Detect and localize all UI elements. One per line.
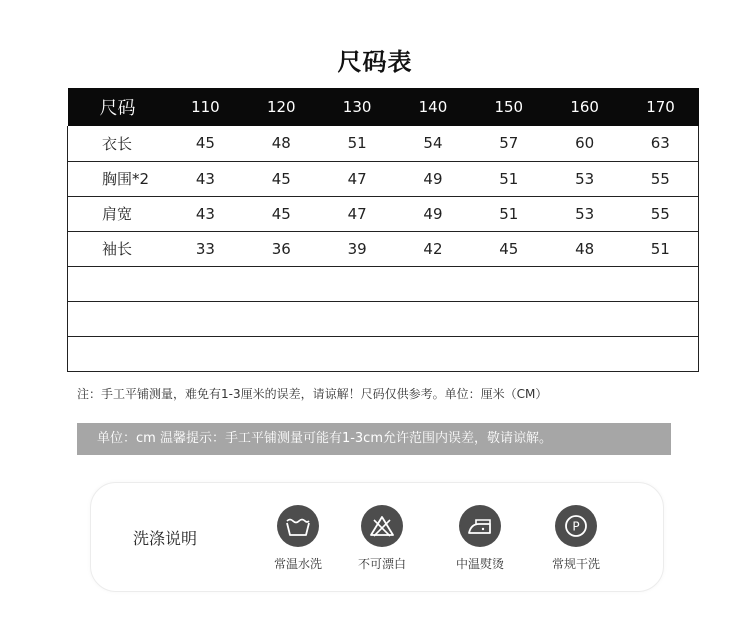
table-cell: 48 [575,239,595,258]
table-row [68,196,699,231]
dry-clean-icon [555,505,597,547]
row-label: 肩宽 [102,205,133,223]
care-title: 洗涤说明 [133,529,198,548]
table-cell: 45 [271,169,291,188]
table-cell: 49 [423,204,443,223]
table-row [68,231,699,266]
table-row [68,161,699,196]
header-cell: 170 [646,98,675,116]
table-cell: 60 [575,134,595,153]
page-title: 尺码表 [337,48,413,76]
empty-table-row [68,336,699,371]
header-cell-size: 尺码 [99,98,136,119]
care-label: 常温水洗 [273,557,322,571]
empty-table-row [68,301,699,336]
table-cell: 54 [423,134,443,153]
table-cell: 63 [650,134,670,153]
header-cell: 130 [342,98,372,116]
care-item-bleach [347,505,417,572]
table-cell: 51 [499,169,519,188]
table-cell: 42 [423,239,443,258]
table-cell: 43 [195,204,215,223]
table-cell: 43 [195,169,215,188]
empty-table-row [68,266,699,301]
tip-bar: 单位：cm 温馨提示：手工平铺测量可能有1-3cm允许范围内误差，敬请谅解。 [77,423,671,455]
table-cell: 45 [195,134,215,153]
table-cell: 51 [650,239,670,258]
table-cell: 39 [347,239,367,258]
header-cell: 120 [266,98,296,116]
wash-tub-icon [277,505,319,547]
table-cell: 45 [499,239,519,258]
table-cell: 47 [347,169,367,188]
iron-icon [459,505,501,547]
table-cell: 53 [575,204,595,223]
table-cell: 47 [347,204,367,223]
care-label: 常规干洗 [551,557,600,571]
table-cell: 51 [499,204,519,223]
row-label: 胸围*2 [102,170,150,188]
table-row [68,126,699,161]
table-cell: 55 [650,169,670,188]
row-label: 袖长 [102,240,133,258]
care-item-wash [263,505,333,572]
table-cell: 48 [271,134,291,153]
care-label: 中温熨烫 [455,557,504,571]
table-cell: 49 [423,169,443,188]
header-cell: 110 [191,98,220,116]
care-label: 不可漂白 [357,557,406,571]
care-item-iron [445,505,515,572]
svg-text:P: P [572,519,580,534]
table-cell: 51 [347,134,367,153]
table-cell: 45 [271,204,291,223]
table-header-row [68,88,699,126]
no-bleach-icon [361,505,403,547]
measurement-note: 注：手工平铺测量，难免有1-3厘米的误差，请谅解！尺码仅供参考。单位：厘米（CM） [77,387,548,401]
header-cell: 140 [418,98,448,116]
table-cell: 55 [650,204,670,223]
row-label: 衣长 [102,134,133,153]
header-cell: 150 [494,98,524,116]
table-cell: 33 [195,239,215,258]
care-instructions-panel [90,482,664,592]
table-cell: 53 [575,169,595,188]
header-cell: 160 [570,98,599,116]
care-item-dryclean [541,505,611,572]
size-table [67,88,699,372]
table-cell: 36 [271,239,291,258]
table-cell: 57 [499,134,519,153]
